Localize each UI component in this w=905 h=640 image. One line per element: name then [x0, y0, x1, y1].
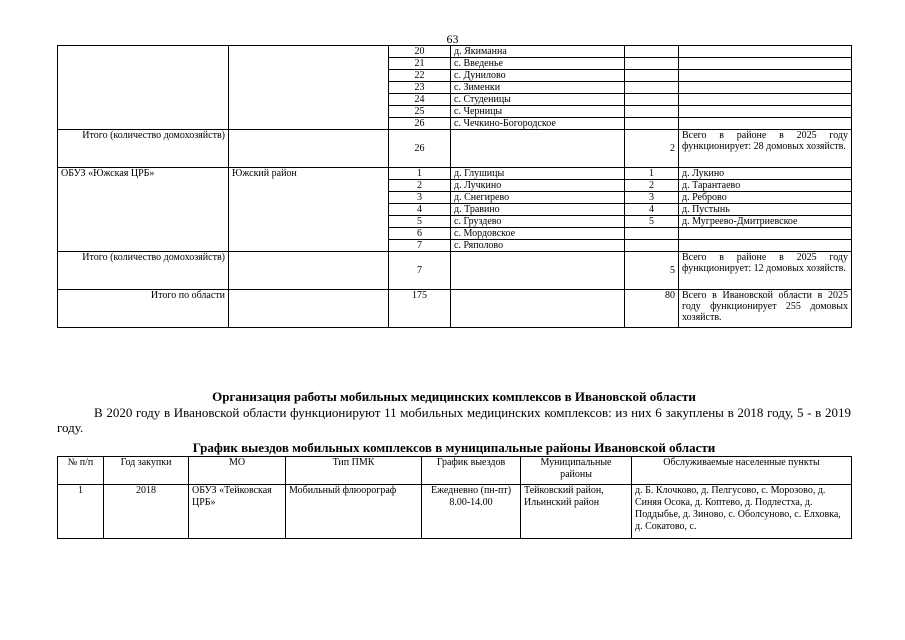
total-count: 26	[389, 130, 451, 168]
row-number: 25	[389, 106, 451, 118]
row-number: 26	[389, 118, 451, 130]
col-header-year: Год закупки	[104, 457, 189, 485]
table-row	[58, 168, 852, 180]
row-number: 2	[389, 180, 451, 192]
settlements: д. Б. Клочково, д. Пелгусово, с. Морозово, д. Синяя Осока, д. Коптево, д. Подлестха, д. Поддыбье, д. Зиново, с. Оболсуново, с. Елховка, д. Сокатово, с.	[632, 485, 852, 539]
settlement-name-2: д. Мугреево-Дмитриевское	[679, 216, 852, 228]
table-row	[58, 204, 852, 216]
row-number-2	[625, 240, 679, 252]
region-total-count-2: 80	[625, 290, 679, 328]
row-number-2: 5	[625, 216, 679, 228]
table-row	[58, 58, 852, 70]
table-row	[58, 485, 852, 539]
settlement-name-2: д. Тарантаево	[679, 180, 852, 192]
settlement-name: д. Якиманна	[451, 46, 625, 58]
row-number: 22	[389, 70, 451, 82]
table-row	[58, 228, 852, 240]
table-row	[58, 82, 852, 94]
settlement-name: с. Зименки	[451, 82, 625, 94]
settlement-name: с. Студеницы	[451, 94, 625, 106]
row-number: 5	[389, 216, 451, 228]
col-header-schedule: График выездов	[422, 457, 521, 485]
total-row	[58, 130, 852, 168]
row-number: 20	[389, 46, 451, 58]
settlement-name-2: д. Реброво	[679, 192, 852, 204]
total-note: Всего в районе в 2025 году функционирует: 12 домовых хозяйств.	[679, 252, 852, 290]
settlement-name-2	[679, 228, 852, 240]
col-header-number: № п/п	[58, 457, 104, 485]
settlement-name: с. Черницы	[451, 106, 625, 118]
intro-paragraph: В 2020 году в Ивановской области функционируют 11 мобильных медицинских комплексов: из них 6 закуплены в 2018 году, 5 - в 2019 году.	[57, 405, 851, 435]
total-count-2: 5	[625, 252, 679, 290]
settlement-name-2: д. Пустынь	[679, 204, 852, 216]
table-row	[58, 118, 852, 130]
settlement-name: с. Ряполово	[451, 240, 625, 252]
table-row	[58, 240, 852, 252]
settlement-name: д. Лучкино	[451, 180, 625, 192]
settlement-name-2	[679, 240, 852, 252]
table-row	[58, 70, 852, 82]
row-number: 1	[58, 485, 104, 539]
org-name: ОБУЗ «Южская ЦРБ»	[58, 168, 229, 180]
row-number: 7	[389, 240, 451, 252]
row-number-2: 1	[625, 168, 679, 180]
row-number-2: 3	[625, 192, 679, 204]
settlement-name: с. Дуниловo	[451, 70, 625, 82]
medical-org: ОБУЗ «Тейковская ЦРБ»	[189, 485, 286, 539]
table-row	[58, 46, 852, 58]
region-total-count: 175	[389, 290, 451, 328]
section-title: Организация работы мобильных медицинских комплексов в Ивановской области	[212, 389, 696, 404]
total-label: Итого (количество домохозяйств)	[58, 252, 229, 290]
row-number: 21	[389, 58, 451, 70]
col-header-settlements: Обслуживаемые населенные пункты	[632, 457, 852, 485]
settlement-name: с. Чечкино-Богородское	[451, 118, 625, 130]
total-count-2: 2	[625, 130, 679, 168]
row-number: 1	[389, 168, 451, 180]
col-header-type: Тип ПМК	[286, 457, 422, 485]
row-number: 6	[389, 228, 451, 240]
table-row	[58, 192, 852, 204]
settlement-name: с. Мордовское	[451, 228, 625, 240]
region-total-note: Всего в Ивановской области в 2025 году функционирует 255 домовых хозяйств.	[679, 290, 852, 328]
col-header-mo: МО	[189, 457, 286, 485]
district-name: Южский район	[229, 168, 389, 180]
households-table	[57, 45, 852, 328]
header-row	[58, 457, 852, 485]
schedule-title: График выездов мобильных комплексов в муниципальные районы Ивановской области	[192, 440, 716, 455]
table-row	[58, 216, 852, 228]
settlement-name: д. Травино	[451, 204, 625, 216]
row-number-2: 4	[625, 204, 679, 216]
row-number-2: 2	[625, 180, 679, 192]
region-total-row	[58, 290, 852, 328]
row-number: 4	[389, 204, 451, 216]
table-row	[58, 94, 852, 106]
settlement-name: с. Введенье	[451, 58, 625, 70]
complex-type: Мобильный флюорограф	[286, 485, 422, 539]
schedule-table	[57, 456, 852, 539]
row-number-2	[625, 228, 679, 240]
page-number: 63	[446, 32, 459, 46]
total-label: Итого (количество домохозяйств)	[58, 130, 229, 168]
settlement-name: д. Снегирево	[451, 192, 625, 204]
table-row	[58, 180, 852, 192]
total-count: 7	[389, 252, 451, 290]
row-number: 3	[389, 192, 451, 204]
settlement-name-2: д. Лукино	[679, 168, 852, 180]
region-total-label: Итого по области	[58, 290, 229, 328]
districts: Тейковский район, Ильинский район	[521, 485, 632, 539]
row-number: 23	[389, 82, 451, 94]
visit-schedule: Ежедневно (пн-пт) 8.00-14.00	[422, 485, 521, 539]
settlement-name: с. Груздево	[451, 216, 625, 228]
total-note: Всего в районе в 2025 году функционирует: 28 домовых хозяйств.	[679, 130, 852, 168]
row-number: 24	[389, 94, 451, 106]
table-row	[58, 106, 852, 118]
total-row	[58, 252, 852, 290]
settlement-name: д. Глушицы	[451, 168, 625, 180]
col-header-districts: Муниципальные районы	[521, 457, 632, 485]
purchase-year: 2018	[104, 485, 189, 539]
